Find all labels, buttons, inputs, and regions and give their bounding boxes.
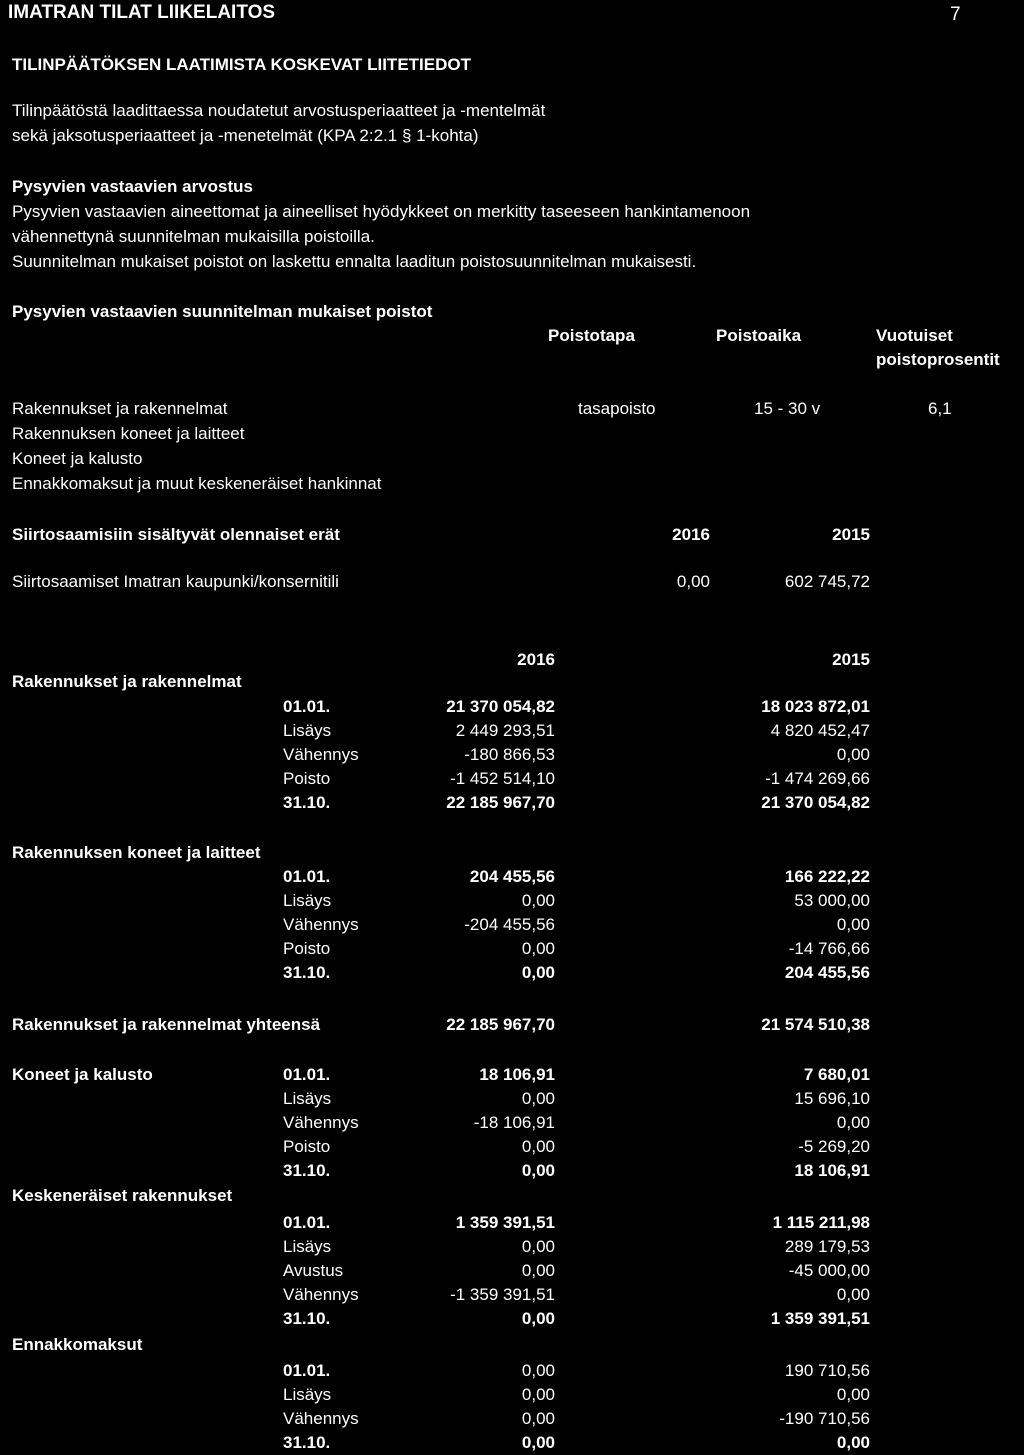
row-value-2015: -190 710,56: [779, 1409, 870, 1428]
row-label: Lisäys: [283, 891, 332, 910]
row-label: 31.10.: [283, 793, 331, 812]
row-value-2016: -180 866,53: [464, 745, 555, 764]
row-value-2016: 21 370 054,82: [446, 697, 555, 716]
row-value-2015: 7 680,01: [803, 1065, 870, 1084]
valuation-heading: Pysyvien vastaavien arvostus: [12, 177, 253, 196]
section-title: TILINPÄÄTÖKSEN LAATIMISTA KOSKEVAT LIITETIEDOT: [12, 55, 471, 74]
row-label: 31.10.: [283, 963, 331, 982]
total-value-2015: 21 574 510,38: [761, 1015, 870, 1034]
row-value-2015: -14 766,66: [788, 939, 870, 958]
row-value-2016: 0,00: [521, 1309, 555, 1328]
company-name: IMATRAN TILAT LIIKELAITOS: [8, 2, 276, 23]
row-value-2016: 0,00: [521, 1385, 555, 1404]
row-value-2016: 0,00: [521, 1089, 555, 1108]
row-value-2015: 0,00: [836, 1433, 870, 1452]
row-label: 31.10.: [283, 1309, 331, 1328]
row-label: 01.01.: [283, 697, 331, 716]
row-value-2015: -45 000,00: [788, 1261, 870, 1280]
asset-section-title: Keskeneräiset rakennukset: [12, 1186, 233, 1205]
row-label: 31.10.: [283, 1161, 331, 1180]
row-label: Lisäys: [283, 1385, 332, 1404]
assets-year-2: 2015: [832, 650, 870, 669]
row-value-2015: 0,00: [836, 915, 870, 934]
accruals-year-1: 2016: [672, 525, 710, 544]
row-value-2015: 15 696,10: [794, 1089, 870, 1108]
intro-line-1: Tilinpäätöstä laadittaessa noudatetut arvostusperiaatteet ja -mentelmät: [12, 101, 546, 120]
page-number: 7: [950, 4, 961, 25]
row-label: Poisto: [283, 769, 331, 788]
row-label: Vähennys: [283, 1285, 359, 1304]
row-value-2016: -1 452 514,10: [450, 769, 555, 788]
accruals-label: Siirtosaamiset Imatran kaupunki/konsernitili: [12, 572, 339, 591]
row-value-2015: 1 359 391,51: [770, 1309, 870, 1328]
row-label: Lisäys: [283, 1089, 332, 1108]
accruals-year-2: 2015: [832, 525, 870, 544]
row-value-2016: 0,00: [521, 1261, 555, 1280]
row-label: Poisto: [283, 939, 331, 958]
row-value-2016: 0,00: [521, 1433, 555, 1452]
depreciation-item: Rakennukset ja rakennelmat: [12, 399, 228, 418]
row-value-2016: 0,00: [521, 1361, 555, 1380]
row-value-2015: 289 179,53: [784, 1237, 870, 1256]
row-value-2016: 18 106,91: [479, 1065, 555, 1084]
row-label: 01.01.: [283, 1065, 331, 1084]
accruals-heading: Siirtosaamisiin sisältyvät olennaiset erät: [12, 525, 340, 544]
depreciation-method: tasapoisto: [578, 399, 656, 418]
total-value-2016: 22 185 967,70: [446, 1015, 555, 1034]
assets-year-1: 2016: [517, 650, 555, 669]
col-method-header: Poistotapa: [548, 326, 635, 345]
col-period-header: Poistoaika: [716, 326, 802, 345]
row-label: Avustus: [283, 1261, 344, 1280]
depreciation-item: Ennakkomaksut ja muut keskeneräiset hankinnat: [12, 474, 382, 493]
row-value-2016: 0,00: [521, 1409, 555, 1428]
accruals-value-2: 602 745,72: [784, 572, 870, 591]
row-value-2016: 0,00: [521, 1237, 555, 1256]
valuation-line-1: Pysyvien vastaavien aineettomat ja aineelliset hyödykkeet on merkitty taseeseen hankintamenoon: [12, 202, 751, 221]
asset-section-title: Ennakkomaksut: [12, 1335, 143, 1354]
row-value-2015: 190 710,56: [784, 1361, 870, 1380]
row-label: 01.01.: [283, 1361, 331, 1380]
row-label: Vähennys: [283, 1409, 359, 1428]
row-label: 01.01.: [283, 867, 331, 886]
row-value-2015: -5 269,20: [798, 1137, 870, 1156]
row-value-2015: 53 000,00: [794, 891, 870, 910]
row-value-2016: 0,00: [521, 1137, 555, 1156]
row-value-2015: 4 820 452,47: [770, 721, 870, 740]
row-value-2015: -1 474 269,66: [765, 769, 870, 788]
row-value-2015: 18 023 872,01: [761, 697, 870, 716]
row-value-2015: 166 222,22: [784, 867, 870, 886]
row-value-2015: 0,00: [836, 1113, 870, 1132]
valuation-line-2: vähennettynä suunnitelman mukaisilla poistoilla.: [12, 227, 375, 246]
row-label: Vähennys: [283, 1113, 359, 1132]
row-value-2015: 0,00: [836, 1285, 870, 1304]
valuation-line-3: Suunnitelman mukaiset poistot on laskettu ennalta laaditun poistosuunnitelman mukaisesti.: [12, 252, 697, 271]
row-label: 01.01.: [283, 1213, 331, 1232]
depreciation-item: Rakennuksen koneet ja laitteet: [12, 424, 245, 443]
col-rate-header-1: Vuotuiset: [876, 326, 953, 345]
row-value-2015: 204 455,56: [784, 963, 870, 982]
total-label: Rakennukset ja rakennelmat yhteensä: [12, 1015, 321, 1034]
row-value-2015: 21 370 054,82: [761, 793, 870, 812]
depreciation-item: Koneet ja kalusto: [12, 449, 143, 468]
row-value-2016: 1 359 391,51: [455, 1213, 555, 1232]
row-value-2016: 0,00: [521, 963, 555, 982]
asset-section-title: Rakennuksen koneet ja laitteet: [12, 843, 261, 862]
row-label: Lisäys: [283, 1237, 332, 1256]
row-value-2016: 204 455,56: [469, 867, 555, 886]
asset-section-title: Koneet ja kalusto: [12, 1065, 153, 1084]
depreciation-heading: Pysyvien vastaavien suunnitelman mukaiset poistot: [12, 302, 433, 321]
row-value-2016: 0,00: [521, 891, 555, 910]
row-label: Lisäys: [283, 721, 332, 740]
row-label: Poisto: [283, 1137, 331, 1156]
row-label: 31.10.: [283, 1433, 331, 1452]
row-value-2016: -18 106,91: [473, 1113, 555, 1132]
accruals-value-1: 0,00: [676, 572, 710, 591]
asset-section-title: Rakennukset ja rakennelmat: [12, 672, 242, 691]
row-value-2015: 18 106,91: [794, 1161, 870, 1180]
row-label: Vähennys: [283, 915, 359, 934]
intro-line-2: sekä jaksotusperiaatteet ja -menetelmät (KPA 2:2.1 § 1-kohta): [12, 126, 479, 145]
row-value-2016: 22 185 967,70: [446, 793, 555, 812]
depreciation-rate: 6,1: [928, 399, 952, 418]
row-value-2016: 0,00: [521, 1161, 555, 1180]
row-value-2016: 2 449 293,51: [455, 721, 555, 740]
row-value-2015: 0,00: [836, 745, 870, 764]
row-value-2015: 1 115 211,98: [772, 1213, 870, 1232]
depreciation-period: 15 - 30 v: [754, 399, 821, 418]
row-value-2016: -204 455,56: [464, 915, 555, 934]
row-label: Vähennys: [283, 745, 359, 764]
row-value-2015: 0,00: [836, 1385, 870, 1404]
row-value-2016: 0,00: [521, 939, 555, 958]
col-rate-header-2: poistoprosentit: [876, 350, 1000, 369]
row-value-2016: -1 359 391,51: [450, 1285, 555, 1304]
